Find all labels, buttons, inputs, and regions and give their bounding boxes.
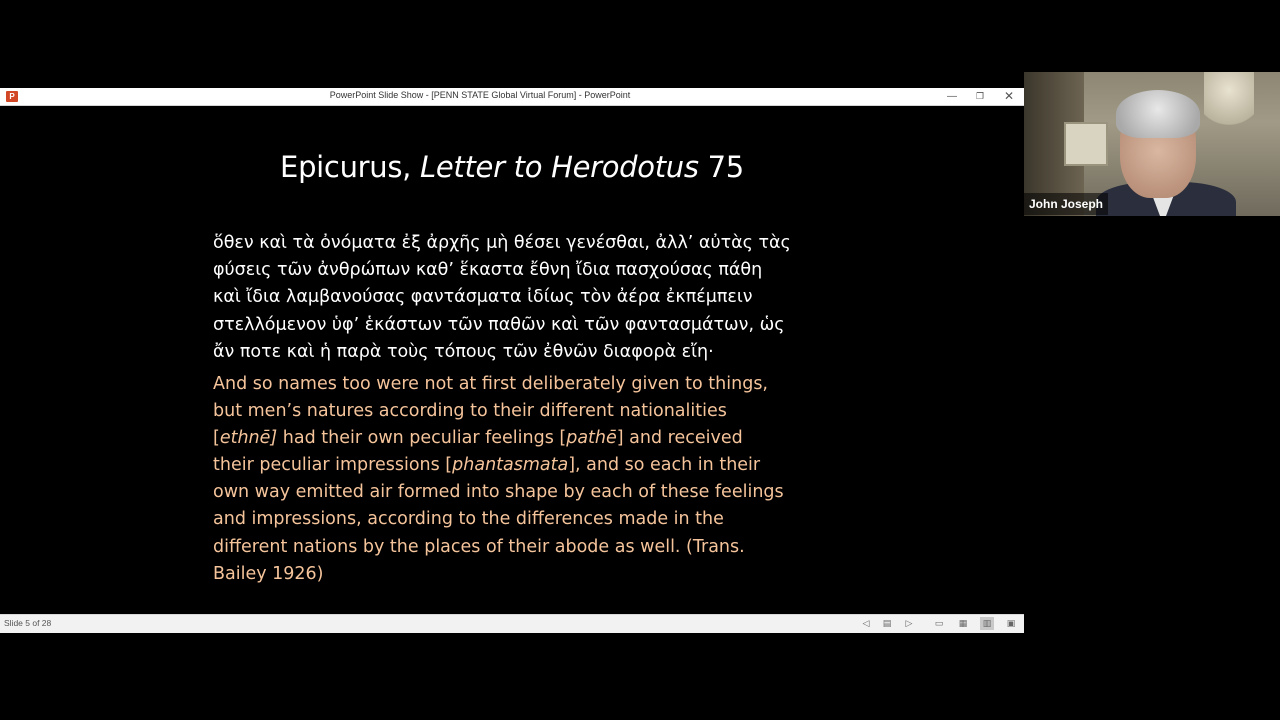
video-person-hair	[1116, 90, 1200, 138]
video-background-window	[1064, 122, 1108, 166]
english-line: Bailey 1926)	[213, 563, 324, 584]
video-background-lamp	[1204, 72, 1254, 132]
slide-title-italic: Letter to Herodotus	[420, 150, 699, 184]
english-italic-term: phantasmata	[452, 455, 569, 476]
powerpoint-window	[0, 88, 1024, 632]
minimize-button[interactable]: —	[947, 91, 957, 102]
english-fragment: ] and received	[616, 428, 743, 449]
slide-title	[0, 150, 1024, 184]
english-italic-term: ethnē]	[219, 428, 278, 449]
english-line: but men’s natures according to their different nationalities	[213, 401, 727, 422]
greek-line: καὶ ἴδια λαμβανούσας φαντάσματα ἰδίως τὸν ἀέρα ἐκπέμπειν	[213, 287, 753, 308]
english-line	[213, 452, 833, 479]
english-italic-term: pathē	[566, 428, 617, 449]
english-line: different nations by the places of their abode as well. (Trans.	[213, 536, 745, 557]
participant-name-label: John Joseph	[1024, 193, 1108, 215]
greek-line: φύσεις τῶν ἀνθρώπων καθ’ ἕκαστα ἔθνη ἴδια πασχούσας πάθη	[213, 260, 763, 281]
slide-count: Slide 5 of 28	[4, 618, 52, 628]
greek-line: στελλόμενον ὑφ’ ἑκάστων τῶν παθῶν καὶ τῶν φαντασμάτων, ὡς	[213, 314, 785, 335]
window-title: PowerPoint Slide Show - [PENN STATE Global Virtual Forum] - PowerPoint	[329, 90, 631, 100]
english-fragment: ], and so each in their	[568, 455, 761, 476]
slide-title-suffix: 75	[698, 150, 744, 184]
normal-view-icon[interactable]: ▭	[934, 618, 944, 628]
greek-line: ἄν ποτε καὶ ἡ παρὰ τοὺς τόπους τῶν ἐθνῶν διαφορὰ εἴη·	[213, 341, 714, 362]
next-icon[interactable]: ▷	[905, 618, 913, 628]
slide-canvas[interactable]	[0, 106, 1024, 614]
english-fragment: [	[213, 428, 220, 449]
english-line: And so names too were not at first deliberately given to things,	[213, 374, 768, 394]
english-line: own way emitted air formed into shape by each of these feelings	[213, 482, 784, 503]
greek-text-block	[213, 230, 833, 366]
english-line	[213, 425, 833, 452]
slide-title-plain: Epicurus,	[280, 150, 421, 184]
title-bar	[0, 88, 1024, 106]
english-fragment: their peculiar impressions [	[213, 455, 453, 476]
close-button[interactable]: ✕	[1003, 89, 1015, 103]
slide-sorter-icon[interactable]: ▦	[958, 618, 968, 628]
english-line: and impressions, according to the differences made in the	[213, 509, 724, 530]
powerpoint-icon[interactable]: P	[6, 91, 18, 102]
english-fragment: had their own peculiar feelings [	[277, 428, 567, 449]
restore-button[interactable]: ❐	[975, 91, 985, 101]
reading-view-icon[interactable]: ▥	[980, 617, 994, 630]
status-bar	[0, 614, 1024, 633]
greek-line: ὅθεν καὶ τὰ ὀνόματα ἐξ ἀρχῆς μὴ θέσει γενέσθαι, ἀλλ’ αὐτὰς τὰς	[213, 233, 791, 253]
previous-icon[interactable]: ◁	[862, 618, 870, 628]
slideshow-icon[interactable]: ▣	[1006, 618, 1016, 628]
notes-icon[interactable]: ▤	[882, 618, 892, 628]
english-translation-block	[213, 371, 833, 588]
